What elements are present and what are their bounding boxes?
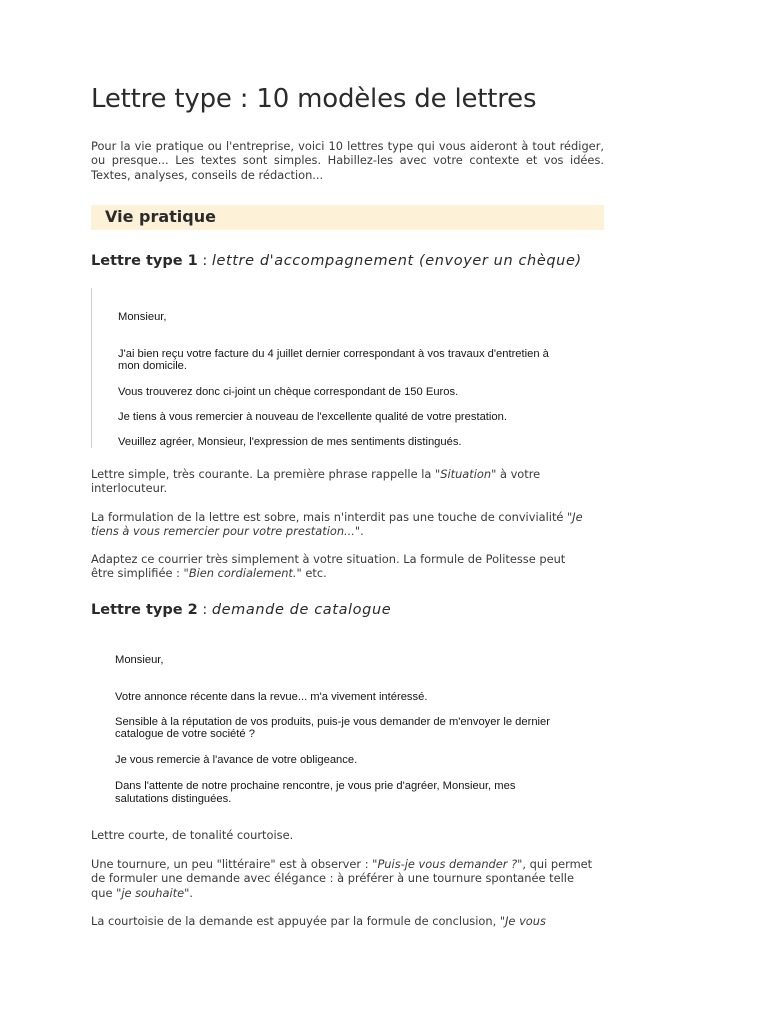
letter2-p2-line2: catalogue de votre société ? <box>115 728 255 740</box>
letter2-comment3: La courtoisie de la demande est appuyée par la formule de conclusion, "Je vous <box>91 914 546 928</box>
letter2-p1: Votre annonce récente dans la revue... m'a vivement intéressé. <box>115 691 428 703</box>
letter1-comment2: La formulation de la lettre est sobre, mais n'interdit pas une touche de convivialité "Je tiens à vous remercier pour votre prestation...". <box>91 510 583 539</box>
letter2-heading-subject: demande de catalogue <box>211 602 392 618</box>
letter1-salutation: Monsieur, <box>118 311 167 323</box>
letter2-p4-line1: Dans l'attente de notre prochaine rencontre, je vous prie d'agréer, Monsieur, mes <box>115 780 516 792</box>
letter2-p4-line2: salutations distinguées. <box>115 793 232 805</box>
letter1-comment1: Lettre simple, très courante. La première phrase rappelle la "Situation" à votre interlocuteur. <box>91 467 541 496</box>
letter1-p4: Veuillez agréer, Monsieur, l'expression de mes sentiments distingués. <box>118 436 462 448</box>
letter2-p2-line1: Sensible à la réputation de vos produits, puis-je vous demander de m'envoyer le dernier <box>115 716 550 728</box>
letter2-p3: Je vous remercie à l'avance de votre obligeance. <box>115 754 358 766</box>
letter1-heading-number: Lettre type 1 <box>91 253 198 269</box>
letter1-image-border <box>91 288 92 448</box>
letter1-sample <box>118 311 598 451</box>
letter1-heading-subject: lettre d'accompagnement (envoyer un chèque) <box>211 253 582 269</box>
letter1-p1-line2: mon domicile. <box>118 360 188 372</box>
letter1-p3: Je tiens à vous remercier à nouveau de l'excellente qualité de votre prestation. <box>118 411 507 423</box>
letter2-heading-number: Lettre type 2 <box>91 602 198 618</box>
section-title: Vie pratique <box>105 207 216 226</box>
letter1-p2: Vous trouverez donc ci-joint un chèque correspondant de 150 Euros. <box>118 386 459 398</box>
letter2-comment2: Une tournure, un peu "littéraire" est à observer : "Puis-je vous demander ?", qui permet de formuler une demande avec élégance : à préférer à une tournure spontanée telle que "je souhaite". <box>91 857 593 900</box>
letter2-comment1: Lettre courte, de tonalité courtoise. <box>91 828 294 842</box>
letter2-salutation: Monsieur, <box>115 654 164 666</box>
page-title: Lettre type : 10 modèles de lettres <box>91 84 537 114</box>
intro-paragraph: Pour la vie pratique ou l'entreprise, voici 10 lettres type qui vous aideront à tout rédiger, ou presque... Les textes sont simples. Habillez-les avec votre contexte et vos idées. Textes, analyses, conseils de rédaction... <box>91 139 604 182</box>
section-header-vie-pratique <box>91 205 604 230</box>
letter1-p1-line1: J'ai bien reçu votre facture du 4 juillet dernier correspondant à vos travaux d'entretien à <box>118 348 549 360</box>
letter1-heading: Lettre type 1 : lettre d'accompagnement (envoyer un chèque) <box>91 253 582 269</box>
letter1-comment3: Adaptez ce courrier très simplement à votre situation. La formule de Politesse peut être simplifiée : "Bien cordialement." etc. <box>91 552 566 581</box>
letter2-sample <box>115 654 585 809</box>
letter2-heading: Lettre type 2 : demande de catalogue <box>91 602 392 618</box>
